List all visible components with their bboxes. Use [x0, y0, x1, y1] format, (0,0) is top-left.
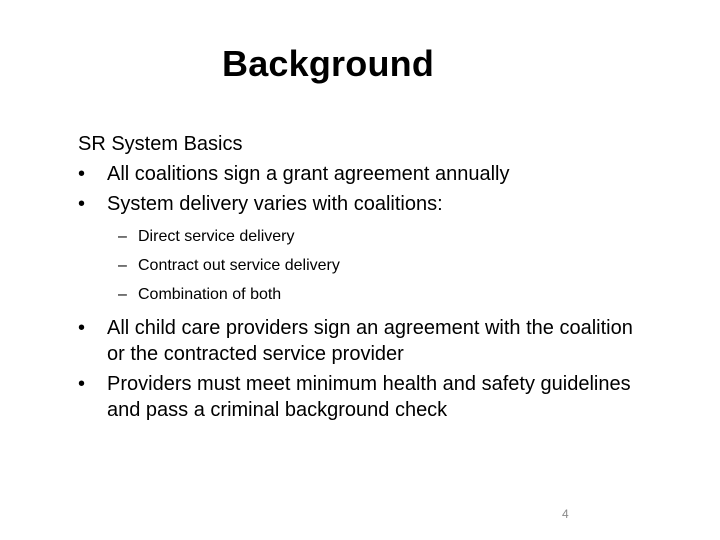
page-number: 4: [562, 507, 569, 521]
bullet-item: [78, 315, 638, 367]
sub-bullet-marker: –: [118, 257, 127, 274]
sub-bullet-text: Combination of both: [138, 286, 282, 303]
section-subheading: SR System Basics: [78, 133, 243, 155]
slide-body: [78, 132, 638, 427]
sub-bullet-text: Contract out service delivery: [138, 257, 340, 274]
bullet-text: System delivery varies with coalitions:: [107, 193, 443, 215]
sub-bullet-marker: –: [118, 228, 127, 245]
bullet-item: [78, 161, 638, 187]
sub-bullet-marker: –: [118, 286, 127, 303]
bullet-marker: •: [78, 373, 86, 395]
bullet-text: All child care providers sign an agreement with the coalition or the contracted service provider: [107, 317, 633, 365]
bullet-item: [78, 191, 638, 217]
bullet-item: [78, 371, 638, 423]
sub-bullet-item: [78, 256, 638, 276]
sub-bullet-list: [78, 227, 638, 305]
bullet-text: All coalitions sign a grant agreement annually: [107, 163, 510, 185]
sub-bullet-item: [78, 227, 638, 247]
slide-title: Background: [222, 43, 435, 84]
sub-bullet-item: [78, 285, 638, 305]
bullet-text: Providers must meet minimum health and safety guidelines and pass a criminal background check: [107, 373, 631, 421]
bullet-marker: •: [78, 317, 86, 339]
bullet-marker: •: [78, 163, 86, 185]
sub-bullet-text: Direct service delivery: [138, 228, 295, 245]
bullet-marker: •: [78, 193, 86, 215]
